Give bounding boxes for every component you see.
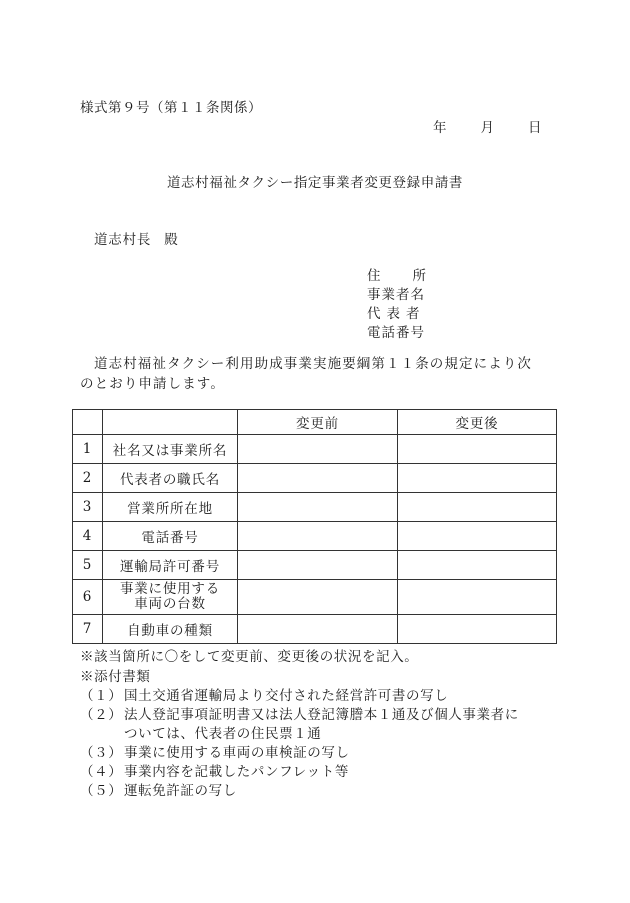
attachments-title: ※添付書類 [80, 669, 151, 685]
address-char-2: 所 [412, 268, 426, 284]
row-number: 7 [73, 615, 103, 644]
row-number: 6 [73, 580, 103, 615]
row-item: 社名又は事業所名 [103, 435, 238, 464]
row-number: 2 [73, 464, 103, 493]
attachment-text: 事業内容を記載したパンフレット等 [124, 764, 349, 780]
row-after-cell[interactable] [398, 615, 557, 644]
attachment-index: （５） [80, 783, 123, 799]
date-year-label: 年 [433, 120, 447, 136]
attachment-index: （３） [80, 745, 123, 761]
applicant-business-name-label: 事業者名 [367, 287, 425, 303]
table-row [73, 493, 557, 522]
applicant-phone-label: 電話番号 [367, 325, 425, 341]
row-after-cell[interactable] [398, 522, 557, 551]
row-before-cell[interactable] [238, 615, 398, 644]
change-table [72, 409, 557, 644]
row-item: 電話番号 [103, 522, 238, 551]
row-item-line-2: 車両の台数 [134, 596, 206, 612]
date-month-label: 月 [480, 120, 494, 136]
row-after-cell[interactable] [398, 551, 557, 580]
row-after-cell[interactable] [398, 464, 557, 493]
table-row [73, 435, 557, 464]
header-item-cell [103, 410, 238, 435]
row-item [103, 580, 238, 615]
table-row [73, 615, 557, 644]
addressee-name: 道志村長 [94, 232, 152, 248]
row-number: 3 [73, 493, 103, 522]
row-item: 営業所所在地 [103, 493, 238, 522]
row-item: 代表者の職氏名 [103, 464, 238, 493]
header-after: 変更後 [398, 410, 557, 435]
header-number-cell [73, 410, 103, 435]
row-before-cell[interactable] [238, 435, 398, 464]
request-statement-line-1: 道志村福祉タクシー利用助成事業実施要綱第１１条の規定により次 [94, 356, 532, 372]
row-number: 4 [73, 522, 103, 551]
table-row [73, 522, 557, 551]
request-statement-line-2: のとおり申請します。 [80, 376, 225, 392]
table-header-row [73, 410, 557, 435]
attachment-text: 国土交通省運輸局より交付された経営許可書の写し [124, 688, 449, 704]
address-char-1: 住 [367, 268, 381, 284]
addressee-honorific: 殿 [164, 232, 179, 248]
row-after-cell[interactable] [398, 435, 557, 464]
document-title: 道志村福祉タクシー指定事業者変更登録申請書 [166, 175, 464, 191]
row-before-cell[interactable] [238, 551, 398, 580]
table-row [73, 580, 557, 615]
attachment-text: 法人登記事項証明書又は法人登記簿謄本１通及び個人事業者に [124, 707, 519, 723]
date-day-label: 日 [528, 120, 542, 136]
row-before-cell[interactable] [238, 522, 398, 551]
attachment-item [80, 760, 349, 780]
row-before-cell[interactable] [238, 580, 398, 615]
header-before: 変更前 [238, 410, 398, 435]
row-after-cell[interactable] [398, 580, 557, 615]
row-item: 運輸局許可番号 [103, 551, 238, 580]
row-before-cell[interactable] [238, 493, 398, 522]
date-line [433, 116, 542, 136]
row-after-cell[interactable] [398, 493, 557, 522]
table-row [73, 551, 557, 580]
row-before-cell[interactable] [238, 464, 398, 493]
row-number: 1 [73, 435, 103, 464]
attachment-index: （１） [80, 688, 123, 704]
attachment-index: （２） [80, 707, 123, 723]
applicant-address-label [367, 264, 426, 284]
attachment-item [80, 779, 237, 799]
attachment-item [80, 741, 350, 761]
attachment-text: 事業に使用する車両の車検証の写し [124, 745, 350, 761]
addressee [94, 228, 179, 248]
row-item-line-1: 事業に使用する [119, 581, 221, 597]
table-row [73, 464, 557, 493]
attachment-item [80, 684, 448, 704]
attachment-index: （４） [80, 764, 123, 780]
applicant-representative-label: 代表者 [367, 306, 426, 322]
attachment-text: 運転免許証の写し [124, 783, 237, 799]
row-item: 自動車の種類 [103, 615, 238, 644]
form-number: 様式第９号（第１１条関係） [80, 100, 262, 116]
request-statement [80, 354, 555, 394]
row-number: 5 [73, 551, 103, 580]
attachment-item [80, 703, 519, 723]
note-instruction: ※該当箇所に〇をして変更前、変更後の状況を記入。 [80, 649, 419, 665]
attachment-text-continued: ついては、代表者の住民票１通 [124, 726, 322, 742]
